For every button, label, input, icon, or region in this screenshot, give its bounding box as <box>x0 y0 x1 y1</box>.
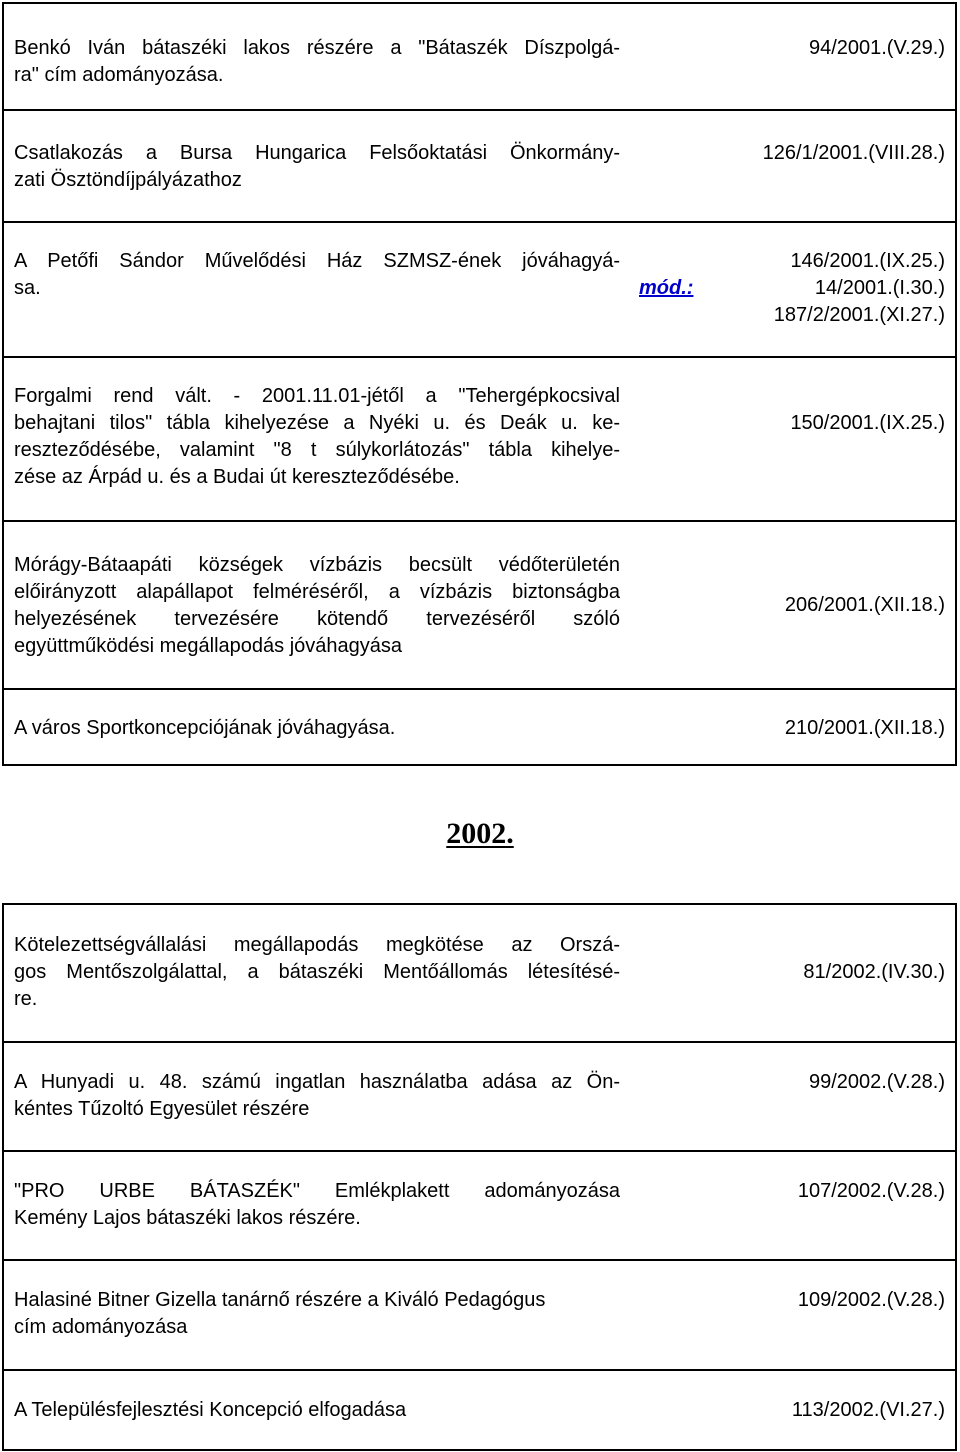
resolutions-table-2001 <box>2 2 957 766</box>
table-row <box>4 111 955 223</box>
table-row <box>4 905 955 1043</box>
row-subject: A város Sportkoncepciójának jóváhagyása. <box>14 717 396 739</box>
row-subject: A Hunyadi u. 48. számú ingatlan használatba adása az Ön- kéntes Tűzoltó Egyesület részére <box>14 1071 620 1120</box>
row-subject: Benkó Iván bátaszéki lakos részére a "Bátaszék Díszpolgá- ra" cím adományozása. <box>14 37 620 86</box>
row-decision-number: 107/2002.(V.28.) <box>797 1180 945 1202</box>
row-decision-number: 150/2001.(IX.25.) <box>790 412 945 434</box>
table-row <box>4 4 955 111</box>
year-heading: 2002. <box>446 817 514 850</box>
row-decision-number: 126/1/2001.(VIII.28.) <box>762 142 945 164</box>
modification-label: mód.: <box>639 277 694 299</box>
table-row <box>4 1261 955 1371</box>
table-row <box>4 1371 955 1451</box>
row-subject: Kötelezettségvállalási megállapodás megkötése az Orszá- gos Mentőszolgálattal, a bátaszéki Mentőállomás létesítésé- re. <box>14 934 620 1010</box>
row-decision-number: 113/2002.(VI.27.) <box>791 1399 945 1421</box>
table-row <box>4 358 955 522</box>
row-subject: A Petőfi Sándor Művelődési Ház SZMSZ-ének jóváhagyá- sa. <box>14 250 620 299</box>
row-decision-number: 81/2002.(IV.30.) <box>803 961 945 983</box>
row-subject: Halasiné Bitner Gizella tanárnő részére a Kiváló Pedagógus cím adományozása <box>14 1289 546 1338</box>
row-decision-number: 206/2001.(XII.18.) <box>784 594 945 616</box>
row-subject: Csatlakozás a Bursa Hungarica Felsőoktatási Önkormány- zati Ösztöndíjpályázathoz <box>14 142 620 191</box>
row-decision-number: 210/2001.(XII.18.) <box>784 717 945 739</box>
row-subject: "PRO URBE BÁTASZÉK" Emlékplakett adományozása Kemény Lajos bátaszéki lakos részére. <box>14 1180 620 1229</box>
table-row <box>4 1043 955 1152</box>
table-row <box>4 223 955 358</box>
row-decision-number: 146/2001.(IX.25.) 14/2001.(I.30.) 187/2/2001.(XI.27.) <box>773 250 945 326</box>
row-decision-number: 99/2002.(V.28.) <box>808 1071 945 1093</box>
table-row <box>4 1152 955 1261</box>
row-decision-number: 109/2002.(V.28.) <box>797 1289 945 1311</box>
row-subject: Forgalmi rend vált. - 2001.11.01-jétől a "Tehergépkocsival behajtani tilos" tábla kihelyezése a Nyéki u. és Deák u. ke- reszteződésébe, valamint "8 t súlykorlátozás" tábla kihelye- zése az Árpád u. és a Budai út kereszteződésébe. <box>14 385 620 488</box>
table-row <box>4 522 955 690</box>
resolutions-table-2002 <box>2 903 957 1451</box>
row-decision-number: 94/2001.(V.29.) <box>808 37 945 59</box>
row-subject: A Településfejlesztési Koncepció elfogadása <box>14 1399 407 1421</box>
table-row <box>4 690 955 766</box>
row-subject: Mórágy-Bátaapáti községek vízbázis becsült védőterületén előirányzott alapállapot felméréséről, a vízbázis biztonságba helyezésének tervezésére kötendő tervezéséről szóló együttműködési megállapodás jóváhagyása <box>14 554 620 657</box>
